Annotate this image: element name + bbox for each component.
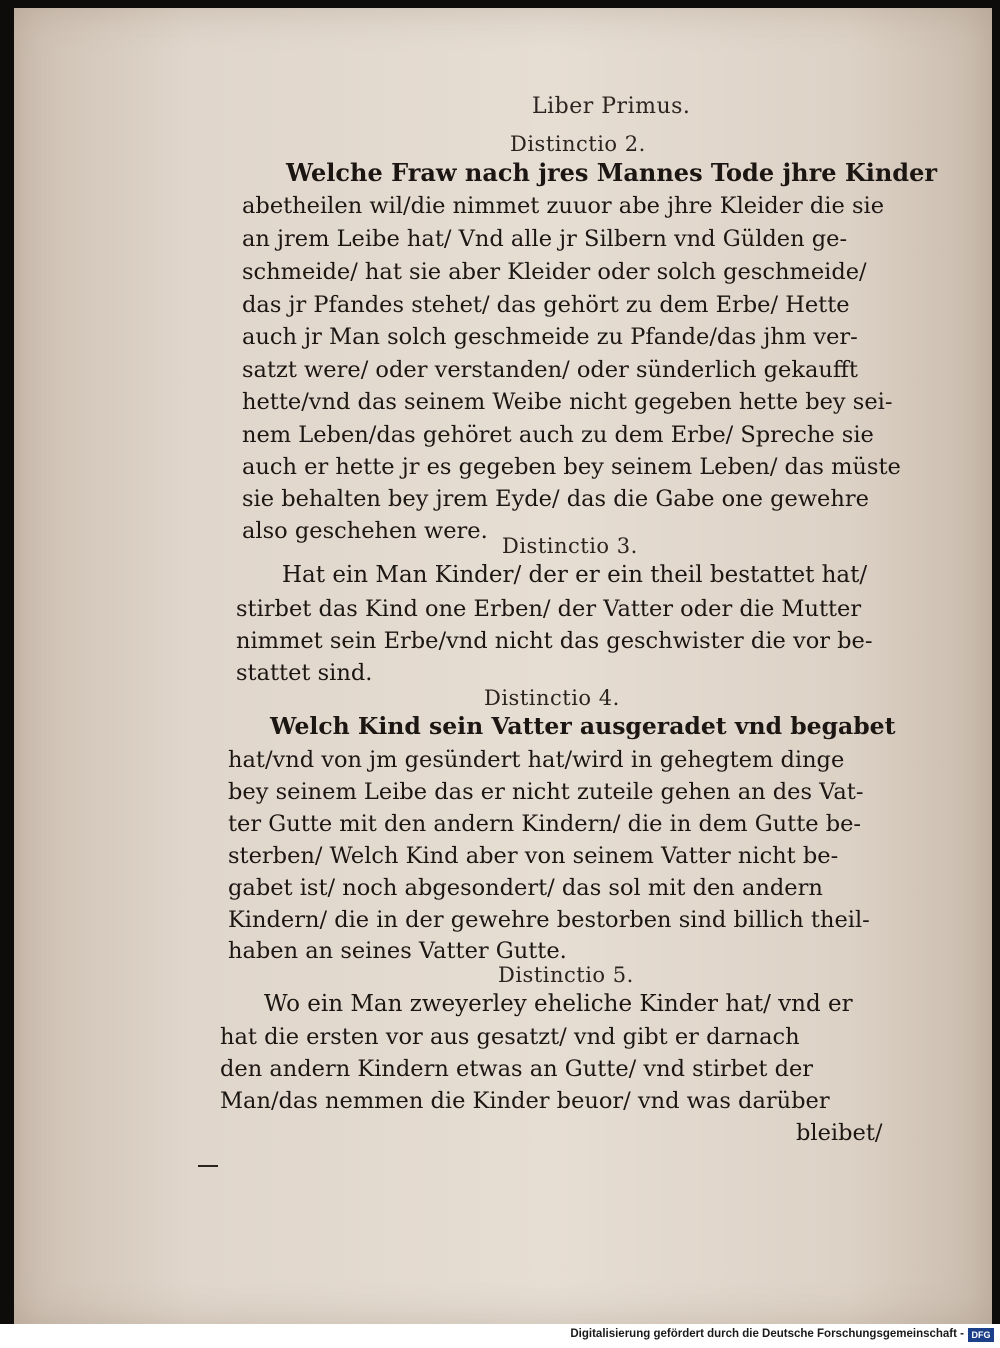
text-line: gabet ist/ noch abgesondert/ das sol mit den andern — [228, 875, 823, 901]
text-line: Kindern/ die in der gewehre bestorben sind billich theil- — [228, 907, 870, 933]
text-line: sie behalten bey jrem Eyde/ das die Gabe one gewehre — [242, 486, 869, 512]
text-line: hat/vnd von jm gesündert hat/wird in gehegtem dinge — [228, 747, 845, 773]
dfg-logo-icon[interactable]: DFG — [968, 1328, 994, 1342]
text-line: abetheilen wil/die nimmet zuuor abe jhre Kleider die sie — [242, 193, 885, 219]
text-line: Hat ein Man Kinder/ der er ein theil bestattet hat/ — [282, 562, 868, 588]
text-line: nimmet sein Erbe/vnd nicht das geschwister die vor be- — [236, 628, 873, 654]
text-line: stattet sind. — [236, 660, 373, 686]
text-line: ter Gutte mit den andern Kindern/ die in dem Gutte be- — [228, 811, 862, 837]
section-heading: Distinctio 4. — [484, 686, 620, 710]
text-line: schmeide/ hat sie aber Kleider oder solch geschmeide/ — [242, 259, 867, 285]
text-line: an jrem Leibe hat/ Vnd alle jr Silbern vnd Gülden ge- — [242, 226, 848, 252]
catchword: bleibet/ — [796, 1120, 883, 1146]
text-line: auch jr Man solch geschmeide zu Pfande/das jhm ver- — [242, 324, 858, 350]
text-line: Wo ein Man zweyerley eheliche Kinder hat/ vnd er — [264, 991, 853, 1017]
text-line: hette/vnd das seinem Weibe nicht gegeben hette bey sei- — [242, 389, 893, 415]
text-line: Man/das nemmen die Kinder beuor/ vnd was darüber — [220, 1088, 830, 1114]
text-line: stirbet das Kind one Erben/ der Vatter oder die Mutter — [236, 596, 862, 622]
section-heading: Distinctio 3. — [502, 534, 638, 558]
digitization-footer — [0, 1324, 1000, 1348]
page-content — [14, 8, 992, 1324]
text-line: den andern Kindern etwas an Gutte/ vnd stirbet der — [220, 1056, 814, 1082]
footer-credit: Digitalisierung gefördert durch die Deutsche Forschungsgemeinschaft - — [570, 1328, 964, 1340]
text-line: haben an seines Vatter Gutte. — [228, 938, 567, 964]
running-header: Liber Primus. — [532, 94, 691, 119]
text-line: nem Leben/das gehöret auch zu dem Erbe/ Spreche sie — [242, 422, 874, 448]
section-heading: Distinctio 5. — [498, 963, 634, 987]
text-line: das jr Pfandes stehet/ das gehört zu dem Erbe/ Hette — [242, 292, 850, 318]
text-line: Welche Fraw nach jres Mannes Tode jhre Kinder — [286, 158, 937, 187]
text-line: hat die ersten vor aus gesatzt/ vnd gibt er darnach — [220, 1024, 800, 1050]
text-line: sterben/ Welch Kind aber von seinem Vatter nicht be- — [228, 843, 839, 869]
text-line: bey seinem Leibe das er nicht zuteile gehen an des Vat- — [228, 779, 864, 805]
margin-mark — [198, 1165, 218, 1167]
text-line: Welch Kind sein Vatter ausgeradet vnd begabet — [270, 712, 896, 740]
text-line: also geschehen were. — [242, 518, 488, 544]
book-page — [14, 8, 992, 1324]
text-line: auch er hette jr es gegeben bey seinem Leben/ das müste — [242, 454, 901, 480]
text-line: satzt were/ oder verstanden/ oder sünderlich gekaufft — [242, 357, 858, 383]
section-heading: Distinctio 2. — [510, 132, 646, 156]
